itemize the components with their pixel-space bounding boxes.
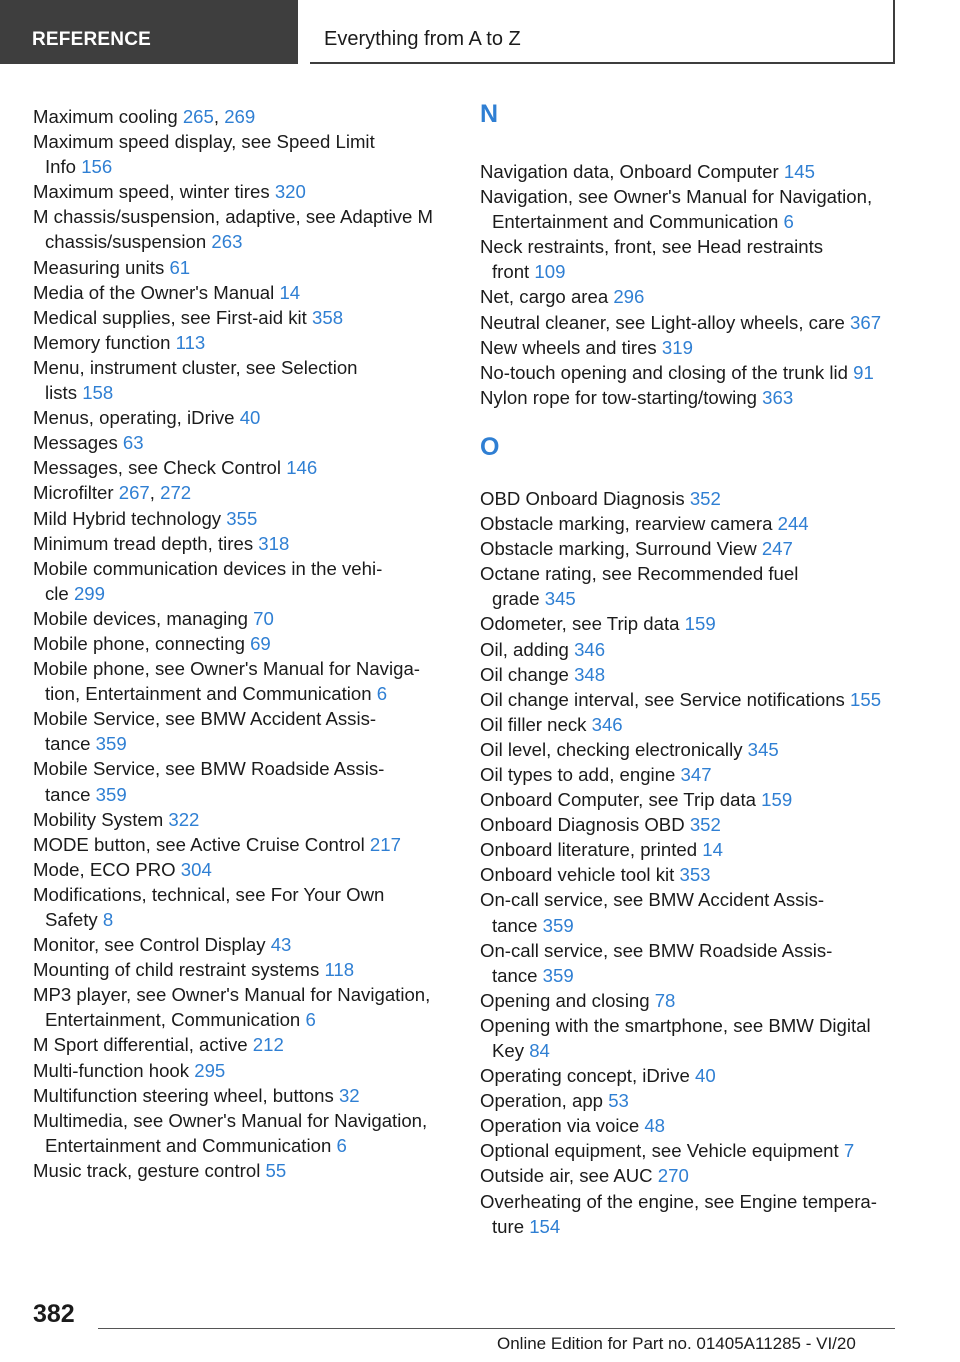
page-link[interactable]: 70 — [253, 607, 274, 629]
entry-text: Opening with the smartphone, see BMW Digital — [480, 1014, 871, 1036]
index-entry — [480, 284, 900, 309]
page-link[interactable]: 212 — [252, 1034, 284, 1056]
page-link[interactable]: 14 — [279, 281, 301, 303]
entry-text: Mounting of child restraint systems — [33, 959, 320, 981]
page-link[interactable]: 247 — [761, 538, 793, 560]
index-entry — [480, 611, 900, 636]
page-link[interactable]: 32 — [338, 1084, 360, 1106]
index-entry: Microfilter 267, 272 — [33, 482, 192, 504]
page-link[interactable]: 159 — [684, 613, 716, 635]
page-link[interactable]: 146 — [286, 457, 318, 479]
page-link[interactable]: 346 — [591, 713, 623, 735]
entry-text: tance — [45, 783, 91, 805]
page-link[interactable]: 55 — [265, 1159, 287, 1181]
page-link[interactable]: 265 — [182, 106, 214, 127]
page-link[interactable]: 8 — [102, 909, 114, 930]
page-link[interactable]: 348 — [574, 663, 606, 685]
entry-text: Mobile Service, see BMW Accident Assis- — [33, 708, 377, 730]
entry-text: Maximum speed, winter tires — [33, 181, 270, 203]
page-link[interactable]: 304 — [180, 858, 212, 880]
index-entry — [33, 355, 453, 405]
entry-text: tance — [492, 914, 538, 936]
entry-text: Odometer, see Trip data — [480, 613, 680, 635]
index-entry — [33, 255, 453, 280]
index-entry — [480, 862, 900, 887]
page-link[interactable]: 322 — [168, 808, 200, 830]
index-entry — [480, 762, 900, 787]
entry-text: tion, Entertainment and Communication — [45, 683, 372, 705]
index-entry — [480, 812, 900, 837]
page-link[interactable]: 270 — [657, 1165, 689, 1187]
index-entry — [480, 184, 900, 234]
entry-text: Info — [45, 156, 77, 178]
entry-text: Mobile communication devices in the vehi- — [33, 557, 383, 579]
page-link[interactable]: 43 — [270, 934, 292, 956]
page-link[interactable]: 69 — [250, 632, 271, 654]
page-link[interactable]: 359 — [542, 964, 574, 986]
index-entry — [480, 234, 900, 284]
entry-text: Obstacle marking, rearview camera — [480, 513, 773, 535]
index-entry — [480, 310, 900, 335]
entry-text: M chassis/suspension, adaptive, see Adaptive M — [33, 206, 433, 228]
entry-text: Music track, gesture control — [33, 1159, 261, 1181]
page-number: 382 — [33, 1300, 75, 1328]
entry-text: Nylon rope for tow-starting/towing — [480, 386, 757, 408]
entry-text: Oil, adding — [480, 638, 569, 660]
entry-text: Overheating of the engine, see Engine tempera- — [480, 1190, 877, 1212]
index-entry — [480, 536, 900, 561]
index-list-n — [480, 159, 900, 410]
page-link[interactable]: 295 — [194, 1059, 226, 1081]
index-entry — [480, 938, 900, 988]
entry-text: MP3 player, see Owner's Manual for Navigation, — [33, 984, 431, 1006]
entry-text: Multi-function hook — [33, 1059, 190, 1081]
entry-text: Mobile phone, connecting — [33, 632, 245, 654]
entry-text: Multimedia, see Owner's Manual for Navigation, — [33, 1109, 428, 1131]
page-link[interactable]: 347 — [680, 763, 712, 785]
index-entry — [33, 1058, 453, 1083]
entry-text: On-call service, see BMW Accident Assis- — [480, 889, 825, 911]
entry-text: front — [492, 261, 530, 283]
page-link[interactable]: 244 — [777, 513, 809, 535]
index-entry — [33, 556, 453, 606]
page-link[interactable]: 358 — [312, 306, 344, 328]
index-entry — [33, 706, 453, 756]
entry-text: Key — [492, 1040, 525, 1061]
page-link[interactable]: 48 — [644, 1115, 666, 1137]
entry-text: OBD Onboard Diagnosis — [480, 487, 685, 509]
entry-text: grade — [492, 588, 540, 610]
page-link[interactable]: 353 — [679, 864, 711, 886]
page-link[interactable]: 158 — [82, 382, 114, 404]
index-entry — [480, 486, 900, 511]
page-title: Everything from A to Z — [324, 28, 521, 50]
entry-text: Medical supplies, see First-aid kit — [33, 306, 307, 328]
index-entry — [33, 756, 453, 806]
index-entry — [480, 887, 900, 937]
page-link[interactable]: 159 — [761, 789, 793, 811]
page-link[interactable]: 296 — [613, 286, 645, 308]
index-entry — [33, 430, 453, 455]
page-link[interactable]: 154 — [529, 1215, 561, 1237]
page-link[interactable]: 359 — [542, 914, 574, 936]
section-tab — [0, 0, 298, 64]
entry-text: Safety — [45, 909, 98, 930]
entry-text: tance — [492, 964, 538, 986]
index-entry — [33, 631, 453, 656]
index-entry — [480, 1189, 900, 1239]
page-link[interactable]: 63 — [122, 432, 144, 454]
page-link[interactable]: 359 — [95, 783, 127, 805]
index-entry — [33, 656, 453, 706]
index-entry — [480, 385, 900, 410]
entry-text: Maximum cooling — [33, 106, 178, 127]
entry-text: Maximum speed display, see Speed Limit — [33, 131, 375, 153]
index-entry — [33, 857, 453, 882]
entry-text: chassis/suspension — [45, 231, 207, 253]
entry-text: Modifications, technical, see For Your Own — [33, 883, 385, 905]
index-column-right — [480, 102, 900, 1239]
index-entry — [480, 712, 900, 737]
entry-text: Neutral cleaner, see Light-alloy wheels, care — [480, 311, 845, 333]
entry-text: M Sport differential, active — [33, 1034, 248, 1056]
entry-text: Onboard Diagnosis OBD — [480, 814, 685, 836]
index-entry — [33, 882, 453, 932]
entry-text: Multifunction steering wheel, buttons — [33, 1084, 334, 1106]
index-entry — [480, 988, 900, 1013]
entry-text: Outside air, see AUC — [480, 1165, 653, 1187]
entry-text: Octane rating, see Recommended fuel — [480, 563, 799, 585]
entry-text: cle — [45, 582, 69, 604]
index-entry — [480, 1088, 900, 1113]
entry-text: Onboard Computer, see Trip data — [480, 789, 756, 811]
entry-text: No-touch opening and closing of the trunk lid — [480, 361, 848, 383]
index-entry — [480, 1113, 900, 1138]
index-entry — [480, 787, 900, 812]
entry-text: On-call service, see BMW Roadside Assis- — [480, 939, 833, 961]
entry-text: Messages, see Check Control — [33, 457, 282, 479]
entry-text: Oil level, checking electronically — [480, 738, 743, 760]
index-entry — [480, 687, 900, 712]
index-entry — [480, 837, 900, 862]
page-link[interactable]: 318 — [258, 532, 290, 554]
entry-text: Operation via voice — [480, 1115, 640, 1137]
page-link[interactable]: 269 — [224, 106, 256, 127]
entry-text: Oil change interval, see Service notifications — [480, 688, 845, 710]
index-entry — [480, 511, 900, 536]
entry-text: Messages — [33, 432, 118, 454]
entry-text: tance — [45, 733, 91, 755]
index-entry — [480, 360, 900, 385]
entry-text: Oil change — [480, 663, 569, 685]
index-entry — [33, 832, 453, 857]
entry-text: Minimum tread depth, tires — [33, 532, 254, 554]
section-letter-o: O — [480, 432, 500, 461]
entry-text: Neck restraints, front, see Head restraints — [480, 236, 824, 258]
index-entry — [33, 129, 453, 179]
entry-text: Mild Hybrid technology — [33, 507, 222, 529]
entry-text: Optional equipment, see Vehicle equipment — [480, 1140, 839, 1162]
index-entry — [480, 159, 900, 184]
page-link[interactable]: 6 — [336, 1134, 347, 1156]
page-link[interactable]: 345 — [544, 588, 576, 610]
page-link[interactable]: 319 — [661, 336, 693, 358]
index-column-left — [33, 104, 453, 1183]
index-entry — [480, 637, 900, 662]
entry-text: Entertainment, Communication — [45, 1009, 301, 1031]
page-link[interactable]: 263 — [211, 231, 243, 253]
entry-text: Microfilter — [33, 482, 114, 504]
page-link[interactable]: 40 — [239, 407, 261, 429]
entry-text: Entertainment and Communication — [45, 1134, 332, 1156]
index-entry — [33, 1032, 453, 1057]
entry-text: New wheels and tires — [480, 336, 657, 358]
page-link[interactable]: 14 — [702, 839, 723, 861]
entry-text: Mobile devices, managing — [33, 607, 248, 629]
page-link[interactable]: 118 — [324, 959, 355, 981]
index-entry — [33, 957, 453, 982]
entry-text: Memory function — [33, 331, 171, 353]
entry-text: Operating concept, iDrive — [480, 1065, 690, 1087]
page-link[interactable]: 6 — [376, 683, 388, 705]
page-header — [310, 0, 895, 64]
entry-text: Net, cargo area — [480, 286, 609, 308]
entry-text: Navigation, see Owner's Manual for Navigation, — [480, 186, 873, 208]
index-entry — [33, 1108, 453, 1158]
page-link[interactable]: 84 — [529, 1040, 550, 1061]
index-entry — [480, 1013, 900, 1063]
entry-text: Mobile Service, see BMW Roadside Assis- — [33, 758, 385, 780]
entry-text: Mode, ECO PRO — [33, 858, 176, 880]
entry-text: Media of the Owner's Manual — [33, 281, 275, 303]
index-entry — [480, 1138, 900, 1163]
entry-text: Mobile phone, see Owner's Manual for Naviga- — [33, 658, 420, 680]
index-entry — [33, 405, 453, 430]
page-link[interactable]: 367 — [850, 311, 882, 333]
page-link[interactable]: 113 — [175, 331, 206, 353]
page-link[interactable]: 346 — [574, 638, 606, 660]
page-link[interactable]: 156 — [81, 156, 113, 178]
entry-text: Monitor, see Control Display — [33, 934, 266, 956]
index-entry — [480, 561, 900, 611]
page-link[interactable]: 299 — [73, 582, 105, 604]
index-entry — [33, 606, 453, 631]
index-entry — [33, 330, 453, 355]
index-entry — [480, 662, 900, 687]
page-link[interactable]: 217 — [369, 833, 401, 855]
page-link[interactable]: 6 — [783, 211, 794, 233]
index-entry — [33, 982, 453, 1032]
entry-text: Onboard vehicle tool kit — [480, 864, 675, 886]
index-entry — [33, 506, 453, 531]
page-link[interactable]: 7 — [843, 1140, 855, 1162]
entry-text: Oil filler neck — [480, 713, 587, 735]
index-entry — [480, 737, 900, 762]
page-link[interactable]: 345 — [747, 738, 779, 760]
entry-text: Mobility System — [33, 808, 164, 830]
page-link[interactable]: 109 — [534, 261, 566, 283]
edition-note: Online Edition for Part no. 01405A11285 - VI/20 — [497, 1334, 856, 1353]
index-list-o — [480, 486, 900, 1239]
page-link[interactable]: 145 — [783, 161, 815, 182]
index-entry — [33, 932, 453, 957]
entry-text: Measuring units — [33, 256, 165, 278]
index-entry — [33, 305, 453, 330]
entry-text: Obstacle marking, Surround View — [480, 538, 757, 560]
page-link[interactable]: 53 — [608, 1090, 629, 1112]
page-link[interactable]: 267 — [118, 482, 150, 504]
entry-text: Entertainment and Communication — [492, 211, 779, 233]
index-entry — [33, 1158, 453, 1183]
index-entry — [33, 280, 453, 305]
page-link[interactable]: 272 — [160, 482, 192, 504]
page-link[interactable]: 320 — [274, 181, 306, 203]
entry-text: lists — [45, 382, 78, 404]
index-entry — [33, 807, 453, 832]
index-entry — [33, 204, 453, 254]
footer-divider — [98, 1328, 895, 1329]
index-entry — [33, 1083, 453, 1108]
entry-text: Navigation data, Onboard Computer — [480, 161, 779, 182]
entry-text: Opening and closing — [480, 989, 650, 1011]
index-entry — [480, 1063, 900, 1088]
page-link[interactable]: 352 — [689, 814, 721, 836]
entry-text: MODE button, see Active Cruise Control — [33, 833, 365, 855]
page-link[interactable]: 352 — [689, 487, 721, 509]
page-link[interactable]: 359 — [95, 733, 127, 755]
entry-text: Operation, app — [480, 1090, 604, 1112]
entry-text: Oil types to add, engine — [480, 763, 676, 785]
page-link[interactable]: 40 — [694, 1065, 716, 1087]
entry-text: Menu, instrument cluster, see Selection — [33, 356, 358, 378]
page-link[interactable]: 61 — [169, 256, 191, 278]
page-link[interactable]: 78 — [654, 989, 676, 1011]
index-entry — [33, 531, 453, 556]
index-entry — [480, 335, 900, 360]
page-link[interactable]: 363 — [762, 386, 794, 408]
index-entry — [33, 455, 453, 480]
page-link[interactable]: 155 — [850, 688, 882, 710]
index-entry — [480, 1163, 900, 1188]
index-entry: Maximum cooling 265, 269 — [33, 106, 256, 127]
entry-text: Menus, operating, iDrive — [33, 407, 235, 429]
page-link[interactable]: 91 — [853, 361, 874, 383]
index-entry — [33, 179, 453, 204]
page-link[interactable]: 355 — [226, 507, 258, 529]
entry-text: Onboard literature, printed — [480, 839, 698, 861]
page-link[interactable]: 6 — [305, 1009, 316, 1031]
entry-text: ture — [492, 1215, 525, 1237]
section-label: REFERENCE — [32, 29, 151, 50]
section-letter-n: N — [480, 100, 499, 128]
